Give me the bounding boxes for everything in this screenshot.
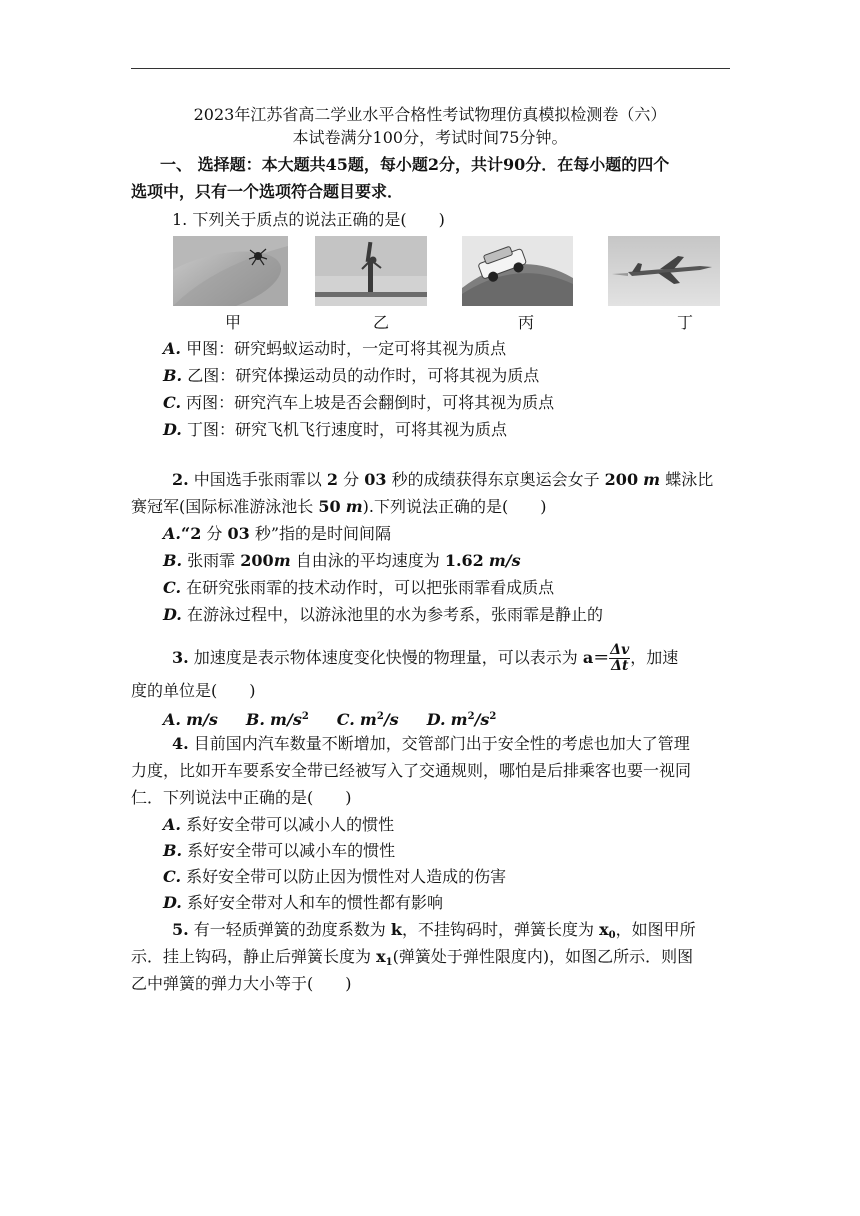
option-value: 200 [240, 551, 274, 570]
figure-caption-jia: 甲 [225, 313, 242, 332]
q2-unit: m [345, 497, 363, 516]
q1-option-c [163, 393, 554, 413]
fraction-numerator: Δv [610, 642, 630, 658]
q3-option-d [427, 710, 497, 729]
q2-stem-line1 [172, 470, 713, 490]
q2-unit: m [643, 470, 661, 489]
spider-on-leaf-photo [173, 236, 288, 306]
q2-text: 分 [338, 470, 365, 489]
q4-option-c [163, 867, 506, 887]
q2-value: 03 [364, 470, 387, 489]
q2-number: 2. [172, 470, 189, 489]
fighter-jet-photo [608, 236, 720, 306]
option-letter: C. [163, 393, 182, 412]
page-subtitle: 本试卷满分100分，考试时间75分钟。 [292, 128, 568, 147]
q4-option-a [163, 815, 394, 835]
q1-stem: 1. 下列关于质点的说法正确的是( ) [172, 210, 445, 229]
q5-number: 5. [172, 920, 189, 939]
q1-option-d [163, 420, 507, 440]
option-value: 1.62 [444, 551, 484, 570]
q5-stem-line2 [131, 947, 693, 973]
option-text: 丁图：研究飞机飞行速度时，可将其视为质点 [186, 420, 507, 439]
option-letter: B. [245, 710, 265, 729]
q5-text: ，不挂钩码时，弹簧长度为 [401, 920, 600, 939]
q3-stem-line2: 度的单位是( ) [131, 681, 256, 700]
option-letter: A. [163, 524, 181, 543]
figure-caption-yi: 乙 [373, 313, 390, 332]
option-text: 甲图：研究蚂蚁运动时，一定可将其视为质点 [186, 339, 507, 358]
option-letter: A. [163, 815, 181, 834]
fraction-denominator: Δt [611, 658, 629, 674]
suv-image [462, 236, 573, 306]
q2-text: 中国选手张雨霏以 [188, 470, 327, 489]
gymnast-on-balance-beam-photo [315, 236, 427, 306]
q2-option-d [163, 605, 603, 625]
option-letter: B. [163, 551, 183, 570]
superscript: 2 [301, 711, 309, 722]
option-unit: m [273, 551, 291, 570]
header-rule [131, 68, 730, 69]
q2-value: 200 [604, 470, 639, 489]
q3-option-a [163, 710, 218, 729]
acceleration-fraction [609, 643, 630, 674]
q3-option-b [246, 710, 309, 729]
q2-text: 秒的成绩获得东京奥运会女子 [386, 470, 605, 489]
section-instructions-line1: 一、 选择题：本大题共45题，每小题2分，共计90分．在每小题的四个 [160, 155, 670, 174]
option-text: 在游泳过程中，以游泳池里的水为参考系，张雨霏是静止的 [181, 605, 603, 624]
option-letter: A. [163, 339, 181, 358]
length-symbol: x [376, 947, 386, 966]
option-letter: B. [163, 841, 183, 860]
q3-number: 3. [172, 648, 189, 667]
q2-option-c [163, 578, 554, 598]
q2-text: ).下列说法正确的是( ) [362, 497, 547, 516]
option-unit: /s [474, 710, 490, 729]
q1-option-a [163, 339, 506, 359]
q4-stem-line1 [172, 734, 690, 754]
option-text: 张雨霏 [182, 551, 241, 570]
q5-text: (弹簧处于弹性限度内)，如图乙所示．则图 [392, 947, 694, 966]
option-letter: C. [336, 710, 355, 729]
option-unit: m/s [270, 710, 302, 729]
gymnast-image [315, 236, 427, 306]
superscript: 2 [467, 711, 475, 722]
option-text: 自由泳的平均速度为 [290, 551, 445, 570]
q2-option-b [163, 551, 521, 571]
q4-text: 目前国内汽车数量不断增加，交管部门出于安全性的考虑也加大了管理 [188, 734, 690, 753]
option-letter: C. [163, 578, 182, 597]
option-letter: C. [163, 867, 182, 886]
superscript: 2 [376, 711, 384, 722]
q3-text: ，加速 [630, 648, 679, 667]
option-letter: D. [163, 893, 182, 912]
q3-options [163, 707, 496, 730]
q4-option-d [163, 893, 443, 913]
spider-on-leaf-image [173, 236, 288, 306]
q2-stem-line2 [131, 497, 546, 517]
q1-option-b [163, 366, 539, 386]
section-instructions-line2: 选项中，只有一个选项符合题目要求． [131, 182, 404, 201]
figure-caption-ding: 丁 [677, 313, 694, 332]
q4-option-b [163, 841, 395, 861]
option-letter: D. [426, 710, 446, 729]
option-letter: B. [163, 366, 183, 385]
option-text: 系好安全带可以减小人的惯性 [180, 815, 395, 834]
option-letter: D. [163, 420, 182, 439]
q3-text: 加速度是表示物体速度变化快慢的物理量，可以表示为 [188, 648, 583, 667]
option-unit: m [359, 710, 377, 729]
option-text: 系好安全带可以减小车的惯性 [182, 841, 396, 860]
q2-value: 2 [326, 470, 339, 489]
option-unit: m/s [186, 710, 218, 729]
jet-image [608, 236, 720, 306]
q2-value: 50 [318, 497, 341, 516]
q2-text: 赛冠军(国际标准游泳池长 [131, 497, 319, 516]
option-text: 丙图：研究汽车上坡是否会翻倒时，可将其视为质点 [186, 393, 555, 412]
q4-number: 4. [172, 734, 189, 753]
spring-constant-symbol: k [390, 920, 402, 939]
figure-caption-bing: 丙 [518, 313, 535, 332]
q2-option-a [163, 524, 391, 544]
option-text: 乙图：研究体操运动员的动作时，可将其视为质点 [187, 366, 540, 385]
q3-stem-line1 [172, 643, 678, 674]
q4-stem-line2: 力度，比如开车要系安全带已经被写入了交通规则，哪怕是后排乘客也要一视同 [131, 761, 692, 780]
q2-text: 蝶泳比 [660, 470, 714, 489]
option-text: 分 [201, 524, 228, 543]
q5-text: 有一轻质弹簧的劲度系数为 [188, 920, 391, 939]
option-unit: m [450, 710, 468, 729]
q4-stem-line3: 仁．下列说法中正确的是( ) [131, 788, 352, 807]
length-symbol: x [599, 920, 609, 939]
option-letter: D. [163, 605, 182, 624]
option-text: 秒”指的是时间间隔 [249, 524, 392, 543]
page-title: 2023年江苏省高二学业水平合格性考试物理仿真模拟检测卷（六） [193, 105, 667, 124]
option-text: 系好安全带可以防止因为惯性对人造成的伤害 [181, 867, 507, 886]
option-unit: /s [383, 710, 399, 729]
q5-stem-line3: 乙中弹簧的弹力大小等于( ) [131, 974, 352, 993]
subscript: 0 [608, 930, 616, 941]
formula-lhs: a＝ [582, 648, 610, 667]
subscript: 1 [385, 957, 393, 968]
q3-option-c [337, 710, 399, 729]
q5-text: ，如图甲所 [615, 920, 696, 939]
q5-stem-line1 [172, 920, 696, 946]
superscript: 2 [489, 711, 497, 722]
option-value: “2 [180, 524, 202, 543]
option-letter: A. [163, 710, 181, 729]
option-unit: m/s [488, 551, 521, 570]
suv-on-slope-photo [462, 236, 573, 306]
option-value: 03 [227, 524, 250, 543]
q5-text: 示．挂上钩码，静止后弹簧长度为 [131, 947, 377, 966]
option-text: 在研究张雨霏的技术动作时，可以把张雨霏看成质点 [181, 578, 555, 597]
option-text: 系好安全带对人和车的惯性都有影响 [181, 893, 443, 912]
